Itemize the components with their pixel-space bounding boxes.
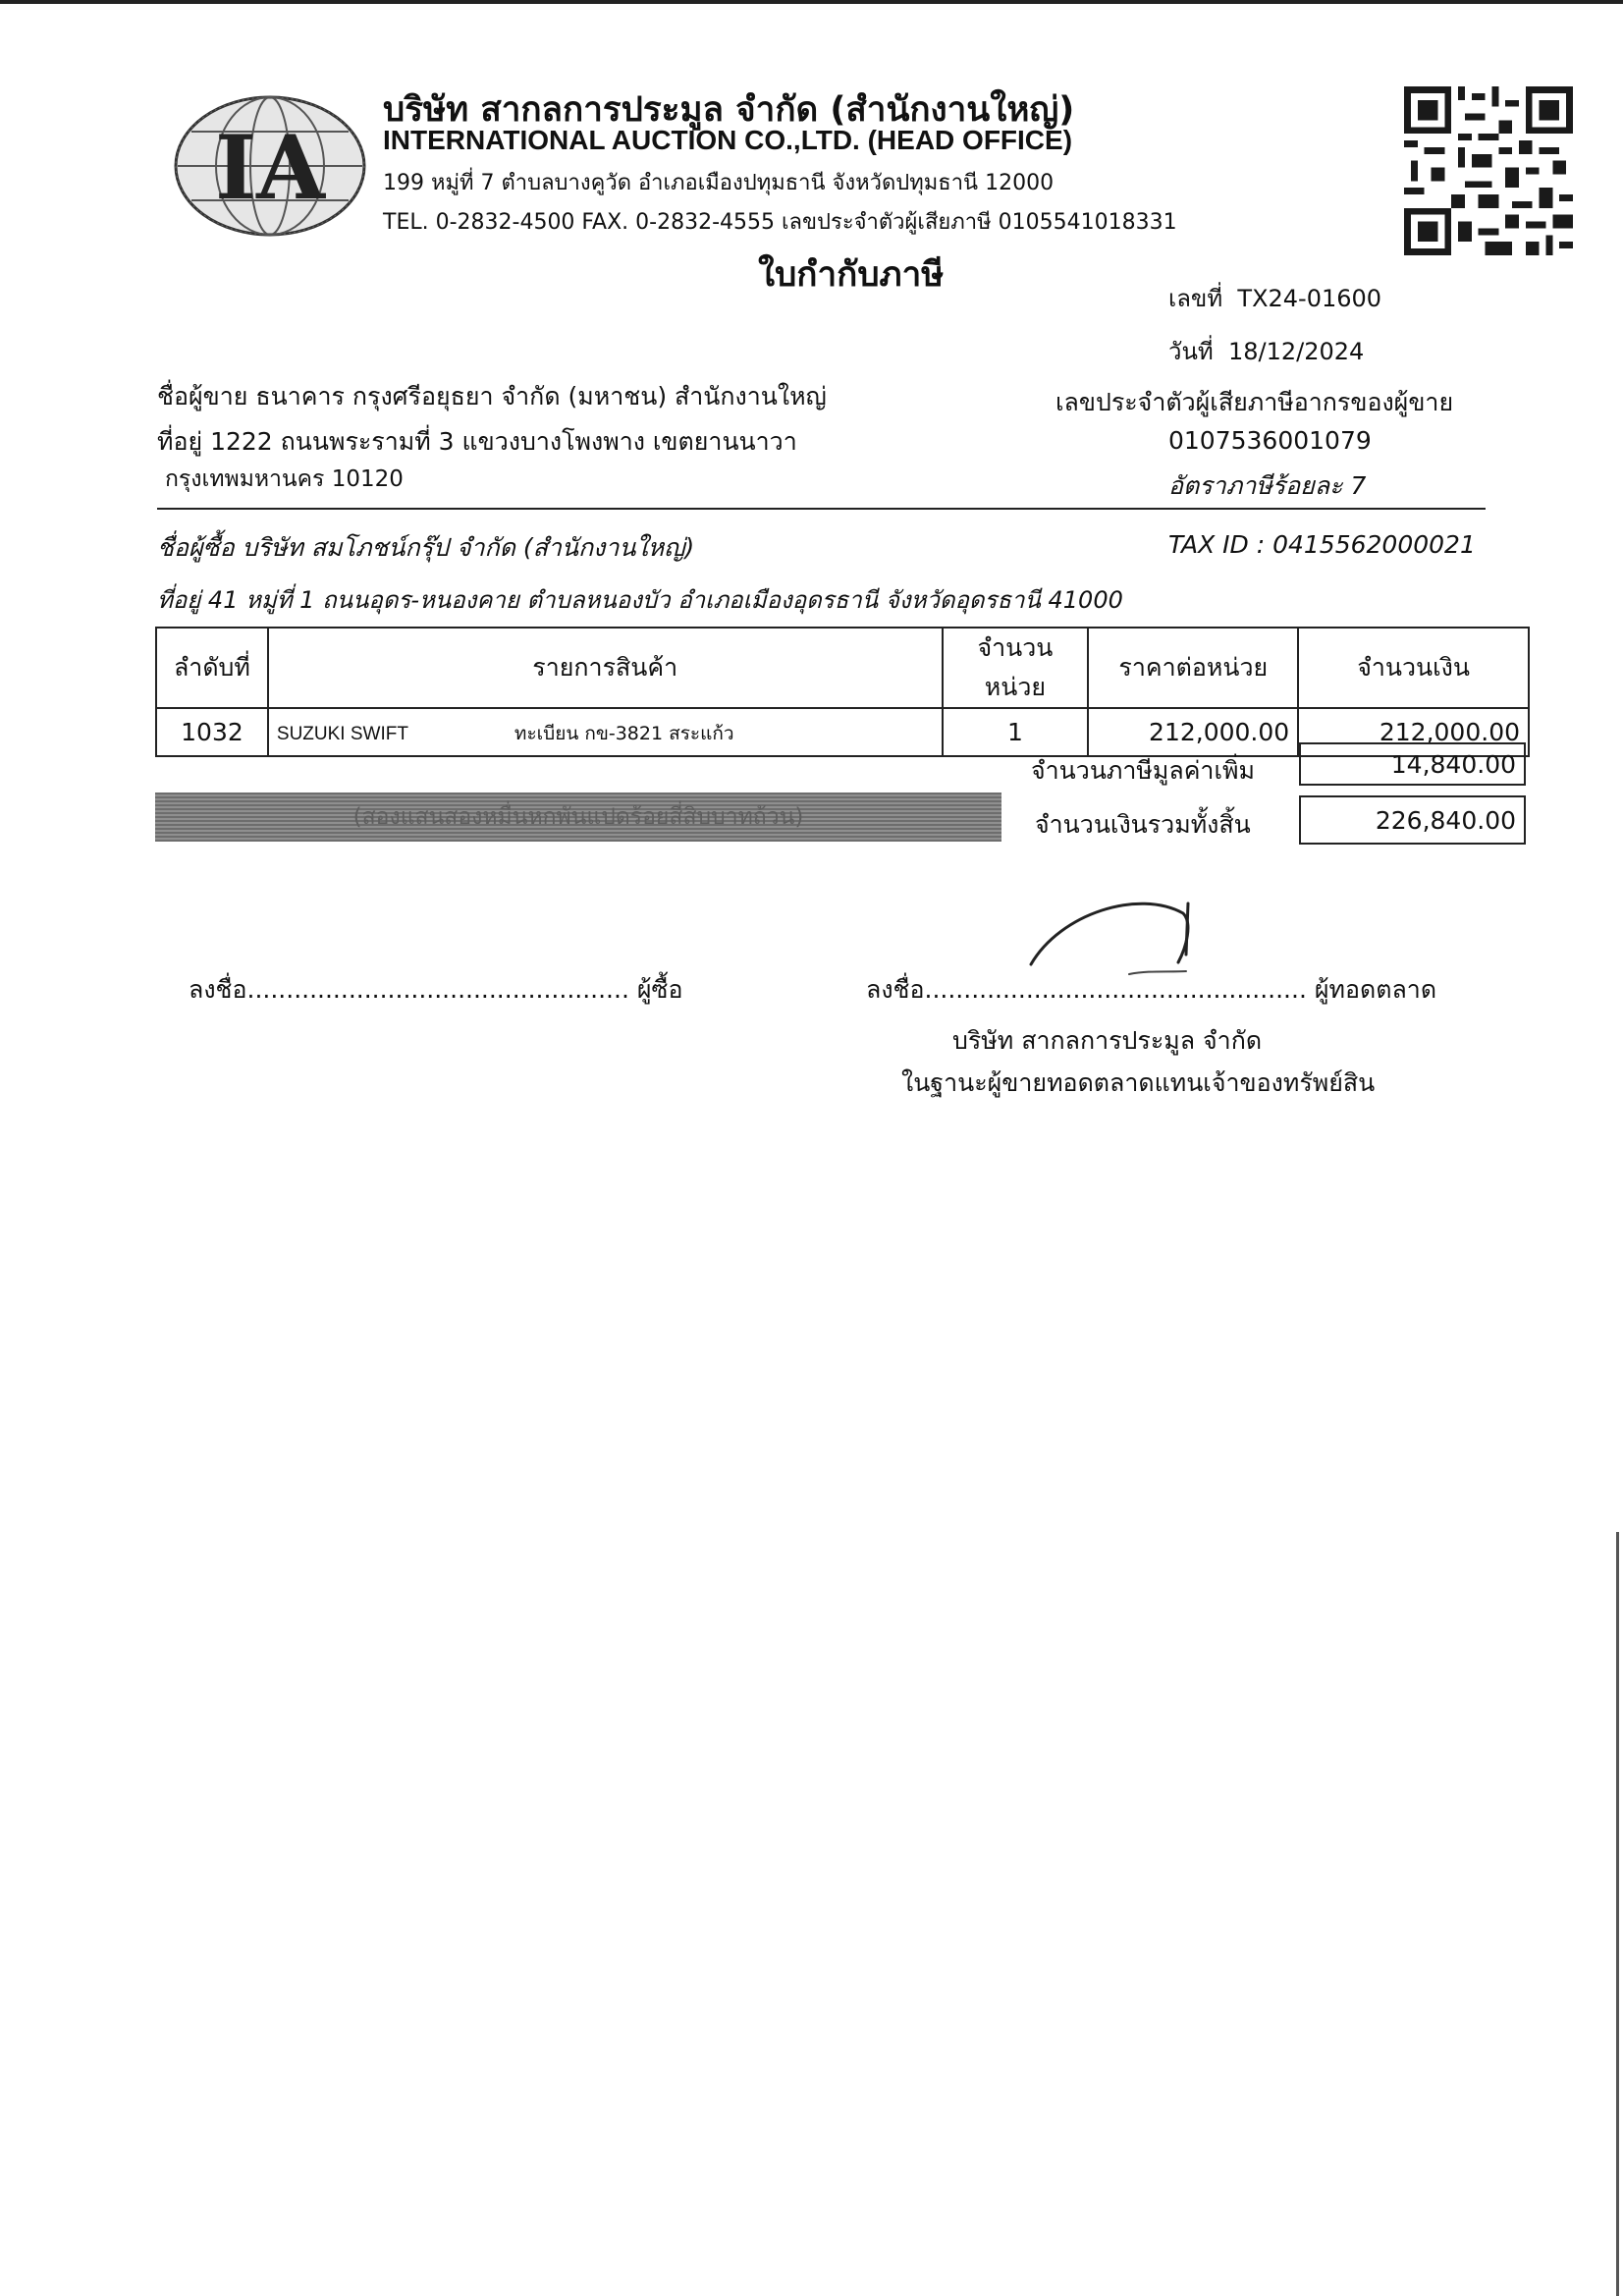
company-name-english: INTERNATIONAL AUCTION CO.,LTD. (HEAD OFFICE): [383, 125, 1073, 155]
seller-address-line2: กรุงเทพมหานคร 10120: [165, 466, 404, 492]
right-border-line: [1616, 1532, 1619, 2296]
row-amount: 212,000.00: [1298, 708, 1529, 756]
table-header-row: [156, 628, 1529, 708]
seller-taxid: 0107536001079: [1168, 426, 1372, 455]
company-logo: [172, 92, 368, 240]
amount-in-words: (สองแสนสองหมื่นหกพันแปดร้อยสี่สิบบาทถ้วน): [155, 793, 1001, 842]
invoice-date-row: [1168, 332, 1364, 370]
header-description: รายการสินค้า: [268, 628, 943, 708]
header-amount: จำนวนเงิน: [1298, 628, 1529, 708]
section-divider: [157, 508, 1486, 510]
invoice-number-row: [1168, 279, 1381, 317]
vat-label: จำนวนภาษีมูลค่าเพิ่ม: [1031, 756, 1255, 785]
row-model: SUZUKI SWIFT: [276, 723, 408, 744]
row-quantity: 1: [943, 708, 1089, 756]
signatory-company: บริษัท สากลการประมูล จำกัด: [952, 1026, 1263, 1055]
company-name-thai: บริษัท สากลการประมูล จำกัด (สำนักงานใหญ่): [383, 90, 1075, 130]
signatory-capacity: ในฐานะผู้ขายทอดตลาดแทนเจ้าของทรัพย์สิน: [901, 1068, 1376, 1097]
items-table: [155, 627, 1530, 757]
header-quantity: จำนวนหน่วย: [943, 628, 1089, 708]
company-address: 199 หมู่ที่ 7 ตำบลบางคูวัด อำเภอเมืองปทุมธานี จังหวัดปทุมธานี 12000: [383, 171, 1055, 195]
header-unit-price: ราคาต่อหน่วย: [1088, 628, 1298, 708]
auctioneer-signature-line: ลงชื่อ................................................. ผู้ทอดตลาด: [866, 975, 1437, 1004]
invoice-number: TX24-01600: [1237, 285, 1382, 312]
seller-taxid-label: เลขประจำตัวผู้เสียภาษีอากรของผู้ขาย: [1055, 388, 1454, 416]
row-registration: ทะเบียน กข-3821 สระแก้ว: [514, 722, 734, 744]
total-label: จำนวนเงินรวมทั้งสิ้น: [1035, 810, 1251, 839]
buyer-taxid: TAX ID : 0415562000021: [1168, 530, 1476, 559]
top-border-line: [0, 0, 1623, 4]
seller-address-line1: ที่อยู่ 1222 ถนนพระรามที่ 3 แขวงบางโพงพาง เขตยานนาวา: [157, 427, 797, 456]
row-description: [268, 708, 943, 756]
header-item-no: ลำดับที่: [156, 628, 268, 708]
vat-rate: อัตราภาษีร้อยละ 7: [1168, 471, 1367, 500]
vat-amount: 14,840.00: [1299, 742, 1526, 786]
total-amount: 226,840.00: [1299, 795, 1526, 845]
seller-name: ชื่อผู้ขาย ธนาคาร กรุงศรีอยุธยา จำกัด (มหาชน) สำนักงานใหญ่: [157, 382, 827, 410]
invoice-date: 18/12/2024: [1227, 338, 1365, 365]
svg-text:IA: IA: [215, 116, 325, 220]
qr-code: [1404, 86, 1573, 255]
buyer-signature-line: ลงชื่อ................................................. ผู้ซื้อ: [189, 975, 683, 1004]
row-item-no: 1032: [156, 708, 268, 756]
company-contact: TEL. 0-2832-4500 FAX. 0-2832-4555 เลขประจำตัวผู้เสียภาษี 0105541018331: [383, 210, 1177, 235]
document-title: ใบกำกับภาษี: [758, 255, 945, 295]
invoice-number-label: เลขที่: [1168, 285, 1223, 312]
handwritten-signature: [1021, 894, 1217, 992]
invoice-date-label: วันที่: [1168, 338, 1214, 365]
row-unit-price: 212,000.00: [1088, 708, 1298, 756]
buyer-address: ที่อยู่ 41 หมู่ที่ 1 ถนนอุดร-หนองคาย ตำบลหนองบัว อำเภอเมืองอุดรธานี จังหวัดอุดรธานี 41000: [157, 586, 1123, 614]
buyer-name: ชื่อผู้ซื้อ บริษัท สมโภชน์กรุ๊ป จำกัด (สำนักงานใหญ่): [157, 533, 695, 562]
